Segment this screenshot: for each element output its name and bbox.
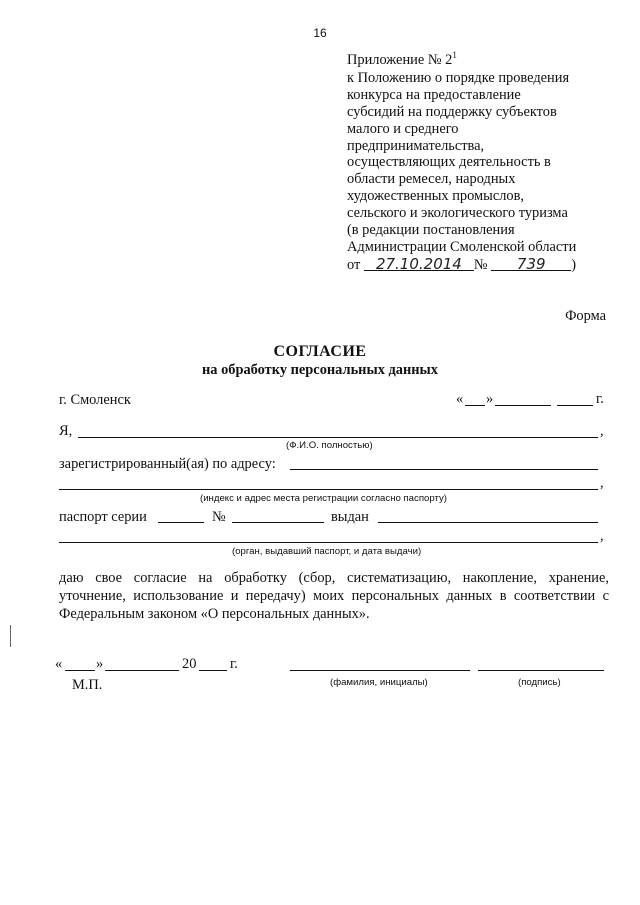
fio-comma: , <box>600 423 604 439</box>
date-field <box>364 256 474 271</box>
day-field[interactable] <box>465 405 485 406</box>
passport-series-label: паспорт серии <box>59 509 147 525</box>
issued-label: выдан <box>331 509 369 525</box>
sign-year-prefix: 20 <box>182 656 197 672</box>
issued-field[interactable] <box>378 522 598 523</box>
surname-field[interactable] <box>290 670 470 671</box>
appendix-title-superscript: 1 <box>452 50 457 60</box>
document-subtitle: на обработку персональных данных <box>201 362 438 378</box>
appendix-line: сельского и экологического туризма <box>347 205 568 222</box>
margin-mark <box>10 625 11 647</box>
close-paren: ) <box>571 256 577 273</box>
address-caption: (индекс и адрес места регистрации согласно паспорту) <box>200 493 447 504</box>
appendix-line: осуществляющих деятельность в <box>347 154 551 171</box>
number-field <box>491 256 571 271</box>
issuer-comma: , <box>600 528 604 544</box>
appendix-line: (в редакции постановления <box>347 222 515 239</box>
appendix-line: предпринимательства, <box>347 137 485 154</box>
surname-caption: (фамилия, инициалы) <box>330 677 428 688</box>
appendix-line: малого и среднего <box>347 120 459 137</box>
consent-paragraph: даю свое согласие на обработку (сбор, систематизацию, накопление, хранение, уточнение, использование и передачу) моих персональных данных в соответствии с Федеральным законом «О персональных данных». <box>59 570 609 622</box>
handwritten-number: 739 <box>516 254 546 273</box>
sign-date-close-quote: » <box>96 656 104 672</box>
appendix-line: субсидий на поддержку субъектов <box>347 103 557 120</box>
stamp-label: М.П. <box>72 677 103 693</box>
document-title: СОГЛАСИЕ <box>273 343 367 360</box>
registered-label: зарегистрированный(ая) по адресу: <box>59 456 276 472</box>
address-field-continued[interactable] <box>59 489 598 490</box>
date-open-quote: « <box>456 391 464 407</box>
sign-month-field[interactable] <box>105 670 179 671</box>
city-label: г. Смоленск <box>59 392 131 408</box>
appendix-title: Приложение № 2 <box>347 52 453 68</box>
passport-number-field[interactable] <box>232 522 324 523</box>
number-sign: № <box>473 256 488 273</box>
sign-date-open-quote: « <box>55 656 63 672</box>
appendix-line: области ремесел, народных <box>347 171 516 188</box>
appendix-date-line <box>347 256 637 274</box>
signature-field[interactable] <box>478 670 604 671</box>
appendix-line: Администрации Смоленской области <box>347 238 577 255</box>
fio-field[interactable] <box>78 437 598 438</box>
passport-series-field[interactable] <box>158 522 204 523</box>
sign-day-field[interactable] <box>65 670 95 671</box>
sign-year-field[interactable] <box>199 670 227 671</box>
appendix-line: конкурса на предоставление <box>347 86 521 103</box>
handwritten-date: 27.10.2014 <box>375 254 462 273</box>
appendix-line: к Положению о порядке проведения <box>347 69 570 86</box>
date-prefix: от <box>347 256 361 273</box>
signature-caption: (подпись) <box>518 677 561 688</box>
date-close-quote: » <box>486 391 494 407</box>
ya-label: Я, <box>59 423 73 439</box>
appendix-header <box>347 52 637 274</box>
passport-number-label: № <box>212 509 226 525</box>
appendix-line: художественных промыслов, <box>347 188 524 205</box>
month-field[interactable] <box>495 405 551 406</box>
form-label: Форма <box>565 308 606 324</box>
year-suffix: г. <box>596 391 604 407</box>
address-field[interactable] <box>290 469 598 470</box>
sign-year-suffix: г. <box>230 656 238 672</box>
appendix-title-line <box>347 52 637 70</box>
issuer-field[interactable] <box>59 542 598 543</box>
address-comma: , <box>600 475 604 491</box>
page-number: 16 <box>313 26 327 40</box>
issuer-caption: (орган, выдавший паспорт, и дата выдачи) <box>232 546 422 557</box>
fio-caption: (Ф.И.О. полностью) <box>286 440 373 451</box>
year-field[interactable] <box>557 405 593 406</box>
